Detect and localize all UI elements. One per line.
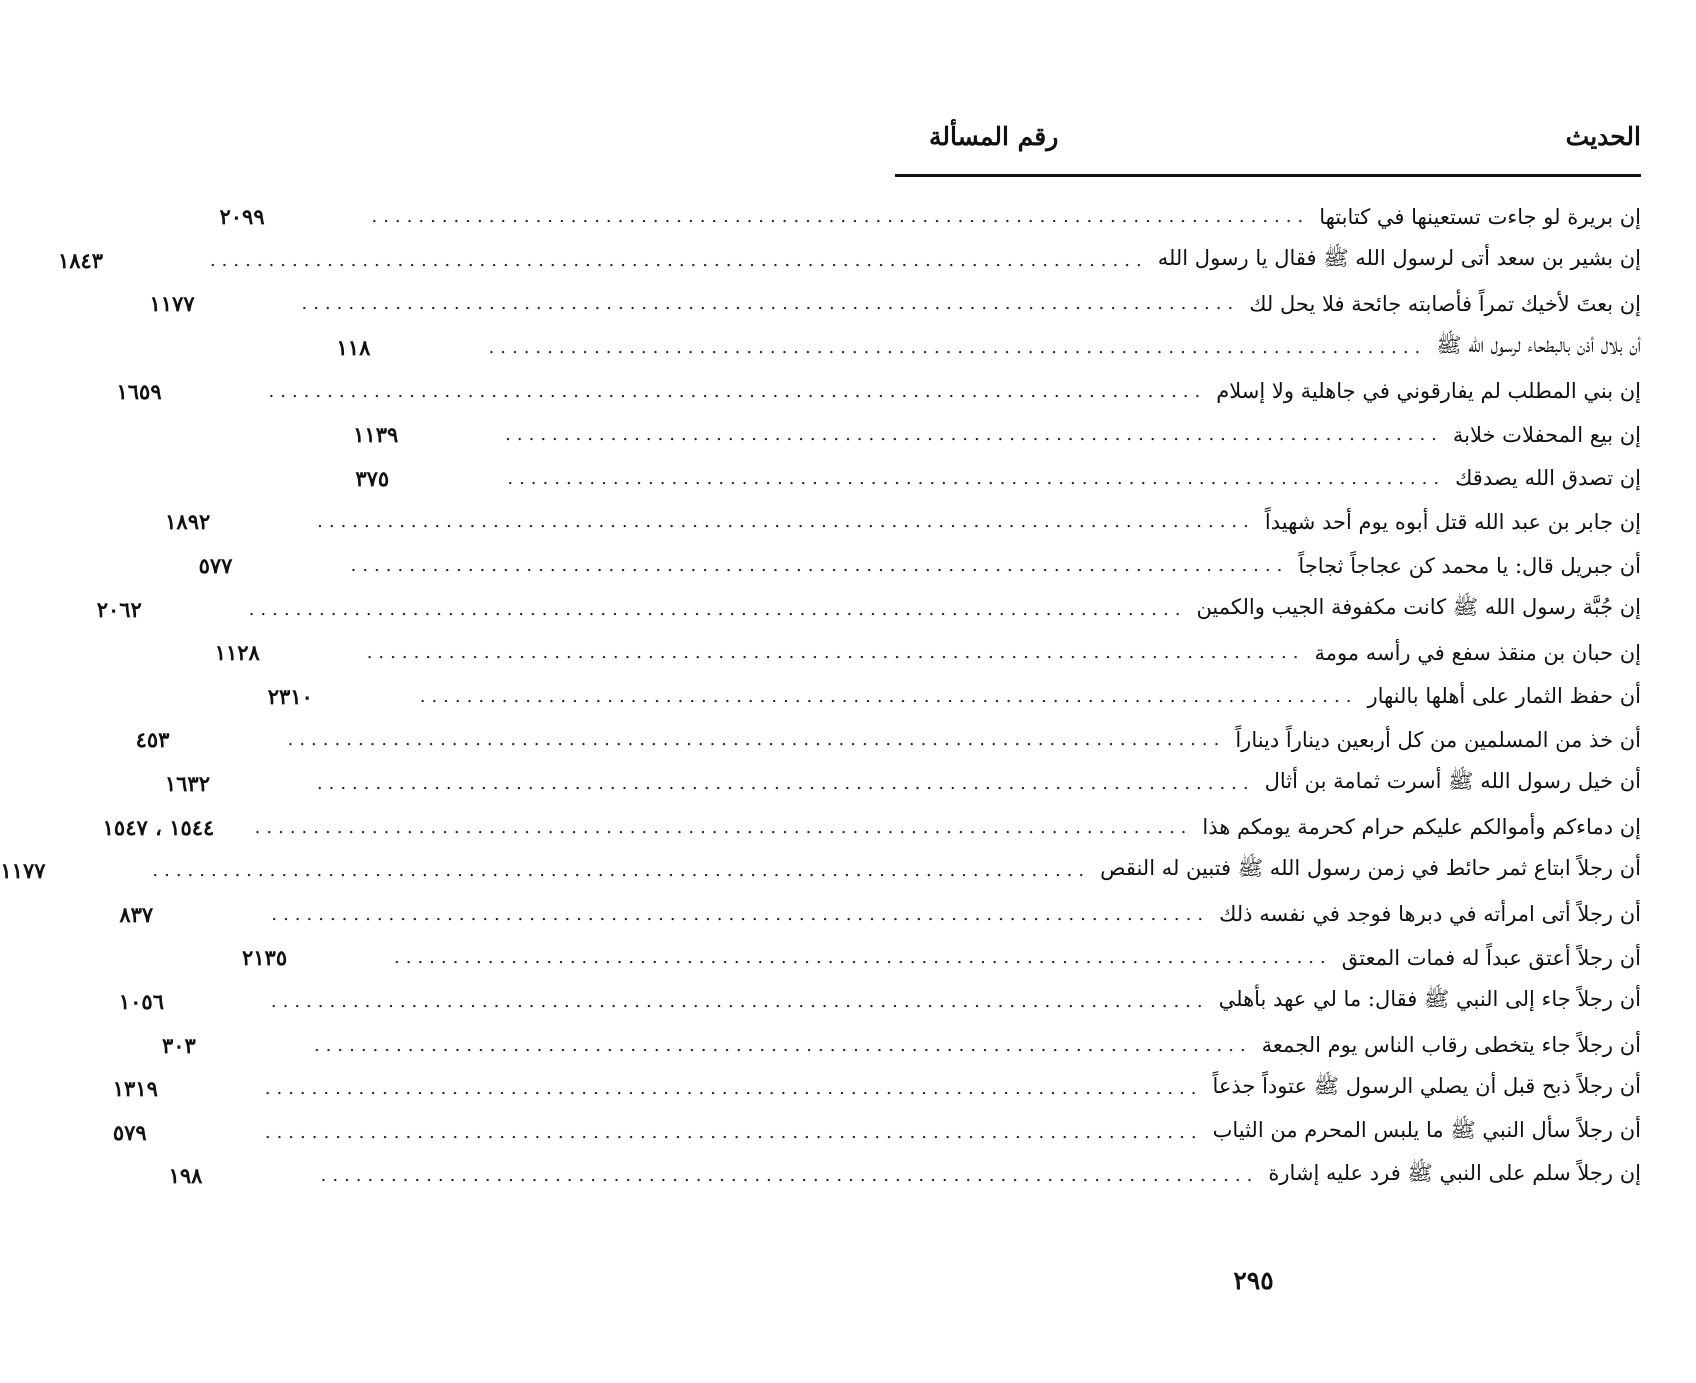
dot-leader: ................................................................................ — [505, 424, 1443, 446]
index-entry — [135, 718, 1641, 762]
index-entry — [112, 1110, 1641, 1154]
dot-leader: ................................................................................ — [488, 337, 1427, 359]
dot-leader: ................................................................................ — [248, 598, 1187, 620]
hadith-text: إن جُبَّة رسول الله ﷺ كانت مكفوفة الجيب والكمين — [1196, 594, 1641, 619]
issue-number: ٢٠٦٢ — [96, 596, 142, 622]
page-number: ٢٩٥ — [1233, 1266, 1274, 1295]
issue-number: ١١٨ — [336, 335, 371, 361]
index-entry — [119, 893, 1641, 937]
index-entry — [353, 413, 1641, 457]
hadith-text: إن رجلاً سلم على النبي ﷺ فرد عليه إشارة — [1268, 1161, 1641, 1186]
dot-leader: ................................................................................ — [350, 555, 1289, 577]
issue-number: ٣٠٣ — [161, 1032, 196, 1058]
issue-number: ٢١٣٥ — [242, 945, 288, 971]
issue-number: ١٨٩٢ — [165, 509, 211, 535]
index-entry — [161, 1023, 1641, 1067]
dot-leader: ................................................................................ — [152, 860, 1091, 882]
hadith-text: إن بيع المحفلات خلابة — [1452, 422, 1641, 447]
index-entry — [267, 675, 1641, 719]
entry-number-cell — [355, 466, 495, 491]
dot-leader: ................................................................................ — [317, 511, 1255, 533]
dot-leader: ................................................................................ — [366, 642, 1305, 664]
entry-number-cell — [268, 684, 408, 709]
entry-number-cell — [97, 597, 237, 622]
dot-leader: ................................................................................ — [209, 249, 1148, 271]
index-entry — [355, 457, 1641, 501]
hadith-text: أن جبريل قال: يا محمد كن عجاجاً ثجاجاً — [1298, 553, 1641, 578]
issue-number: ١٣١٩ — [112, 1076, 158, 1102]
entry-number-cell — [337, 335, 477, 360]
dot-leader: ................................................................................ — [268, 380, 1207, 402]
dot-leader: ................................................................................ — [254, 816, 1193, 838]
issue-number: ١١٣٩ — [353, 422, 399, 448]
index-list — [0, 195, 1641, 1198]
entry-number-cell — [119, 989, 259, 1014]
entry-number-cell — [119, 902, 259, 927]
hadith-text: أن رجلاً جاء إلى النبي ﷺ فقال: ما لي عهد بأهلي — [1218, 986, 1641, 1011]
entry-number-cell — [215, 640, 355, 665]
dot-leader: ................................................................................ — [320, 1165, 1259, 1187]
entry-number-cell — [162, 1033, 302, 1058]
issue-number: ٤٥٣ — [135, 727, 170, 753]
issue-number: ١٩٨ — [168, 1163, 203, 1189]
number-column-heading: رقم المسألة — [929, 122, 1059, 151]
index-entry — [102, 805, 1641, 849]
hadith-text: إن جابر بن عبد الله قتل أبوه يوم أحد شهيداً — [1264, 509, 1641, 534]
hadith-column-heading: الحديث — [1565, 122, 1641, 151]
hadith-text: أن خيل رسول الله ﷺ أسرت ثمامة بن أثال — [1264, 769, 1641, 794]
index-entry — [116, 369, 1641, 413]
dot-leader: ................................................................................ — [264, 1078, 1203, 1100]
issue-number: ٢٣١٠ — [267, 683, 313, 709]
dot-leader: ................................................................................ — [419, 685, 1358, 707]
issue-number: ١٠٥٦ — [118, 988, 164, 1014]
entry-number-cell — [199, 553, 339, 578]
entry-number-cell — [136, 727, 276, 752]
issue-number: ١٦٥٩ — [116, 378, 162, 404]
entry-number-cell — [169, 1163, 309, 1188]
dot-leader: ................................................................................ — [270, 990, 1209, 1012]
entry-number-cell — [113, 1076, 253, 1101]
issue-number: ٨٣٧ — [119, 901, 154, 927]
index-entry — [165, 500, 1641, 544]
issue-number: ٥٧٧ — [198, 553, 233, 579]
index-entry — [214, 631, 1641, 675]
entry-number-cell — [165, 509, 305, 534]
issue-number: ١٦٣٢ — [164, 771, 210, 797]
dot-leader: ................................................................................ — [316, 773, 1255, 795]
hadith-text: أن رجلاً سأل النبي ﷺ ما يلبس المحرم من الثياب — [1212, 1117, 1641, 1142]
dot-leader: ................................................................................ — [301, 293, 1240, 315]
dot-leader: ................................................................................ — [394, 947, 1332, 969]
hadith-text: أن خذ من المسلمين من كل أربعين ديناراً ديناراً — [1235, 727, 1641, 752]
entry-number-cell — [219, 204, 359, 229]
issue-number: ٣٧٥ — [355, 465, 390, 491]
index-entry — [168, 1154, 1641, 1198]
index-header — [895, 118, 1641, 158]
entry-number-cell — [0, 858, 140, 883]
issue-number: ١١٢٨ — [214, 640, 260, 666]
issue-number: ١٥٤٤ ، ١٥٤٧ — [102, 814, 215, 840]
dot-leader: ................................................................................ — [271, 903, 1210, 925]
header-divider — [895, 174, 1641, 177]
hadith-text: إن حبان بن منقذ سفع في رأسه مومة — [1314, 640, 1641, 665]
hadith-text: إن دماءكم وأموالكم عليكم حرام كحرمة يومكم هذا — [1202, 815, 1641, 840]
dot-leader: ................................................................................ — [507, 467, 1446, 489]
hadith-text: أن حفظ الثمار على أهلها بالنهار — [1367, 684, 1641, 709]
index-entry — [57, 239, 1641, 283]
hadith-text: أن رجلاً ابتاع ثمر حائط في زمن رسول الله ﷺ فتبين له النقص — [1100, 856, 1641, 881]
hadith-text: إن تصدق الله يصدقك — [1455, 466, 1641, 491]
issue-number: ١١٧٧ — [0, 858, 46, 884]
entry-number-cell — [103, 815, 243, 840]
index-entry — [219, 195, 1641, 239]
hadith-text: أن رجلاً أتى امرأته في دبرها فوجد في نفسه ذلك — [1219, 902, 1641, 927]
issue-number: ١١٧٧ — [149, 291, 195, 317]
index-entry — [198, 544, 1641, 588]
index-entry — [242, 936, 1641, 980]
hadith-text: إن بشير بن سعد أتى لرسول الله ﷺ فقال يا رسول الله — [1157, 245, 1641, 270]
hadith-text: أن رجلاً ذبح قبل أن يصلي الرسول ﷺ عتوداً جذعاً — [1212, 1074, 1641, 1099]
entry-number-cell — [242, 945, 382, 970]
index-entry — [149, 282, 1641, 326]
entry-number-cell — [113, 1120, 253, 1145]
index-entry — [0, 849, 1641, 893]
hadith-text: إن بعتَ لأخيك تمراً فأصابته جائحة فلا يحل لك — [1249, 291, 1641, 316]
dot-leader: ................................................................................ — [371, 206, 1310, 228]
issue-number: ٥٧٩ — [112, 1119, 147, 1145]
entry-number-cell — [117, 379, 257, 404]
index-entry — [164, 762, 1641, 806]
hadith-text: أن بلال أذن بالبطحاء لرسول الله ﷺ — [1436, 333, 1641, 358]
hadith-text: إن بني المطلب لم يفارقوني في جاهلية ولا إسلام — [1216, 379, 1641, 404]
entry-number-cell — [58, 248, 198, 273]
dot-leader: ................................................................................ — [313, 1034, 1252, 1056]
hadith-text: إن بريرة لو جاءت تستعينها في كتابتها — [1319, 204, 1641, 229]
entry-number-cell — [165, 771, 305, 796]
index-entry — [112, 1067, 1641, 1111]
issue-number: ٢٠٩٩ — [219, 204, 265, 230]
issue-number: ١٨٤٣ — [57, 247, 104, 273]
index-entry — [336, 326, 1641, 370]
index-entry — [118, 980, 1641, 1024]
entry-number-cell — [353, 422, 493, 447]
dot-leader: ................................................................................ — [287, 729, 1226, 751]
index-entry — [96, 587, 1641, 631]
hadith-text: أن رجلاً أعتق عبداً له فمات المعتق — [1341, 945, 1641, 970]
hadith-text: أن رجلاً جاء يتخطى رقاب الناس يوم الجمعة — [1261, 1033, 1641, 1058]
dot-leader: ................................................................................ — [264, 1121, 1203, 1143]
entry-number-cell — [149, 291, 289, 316]
